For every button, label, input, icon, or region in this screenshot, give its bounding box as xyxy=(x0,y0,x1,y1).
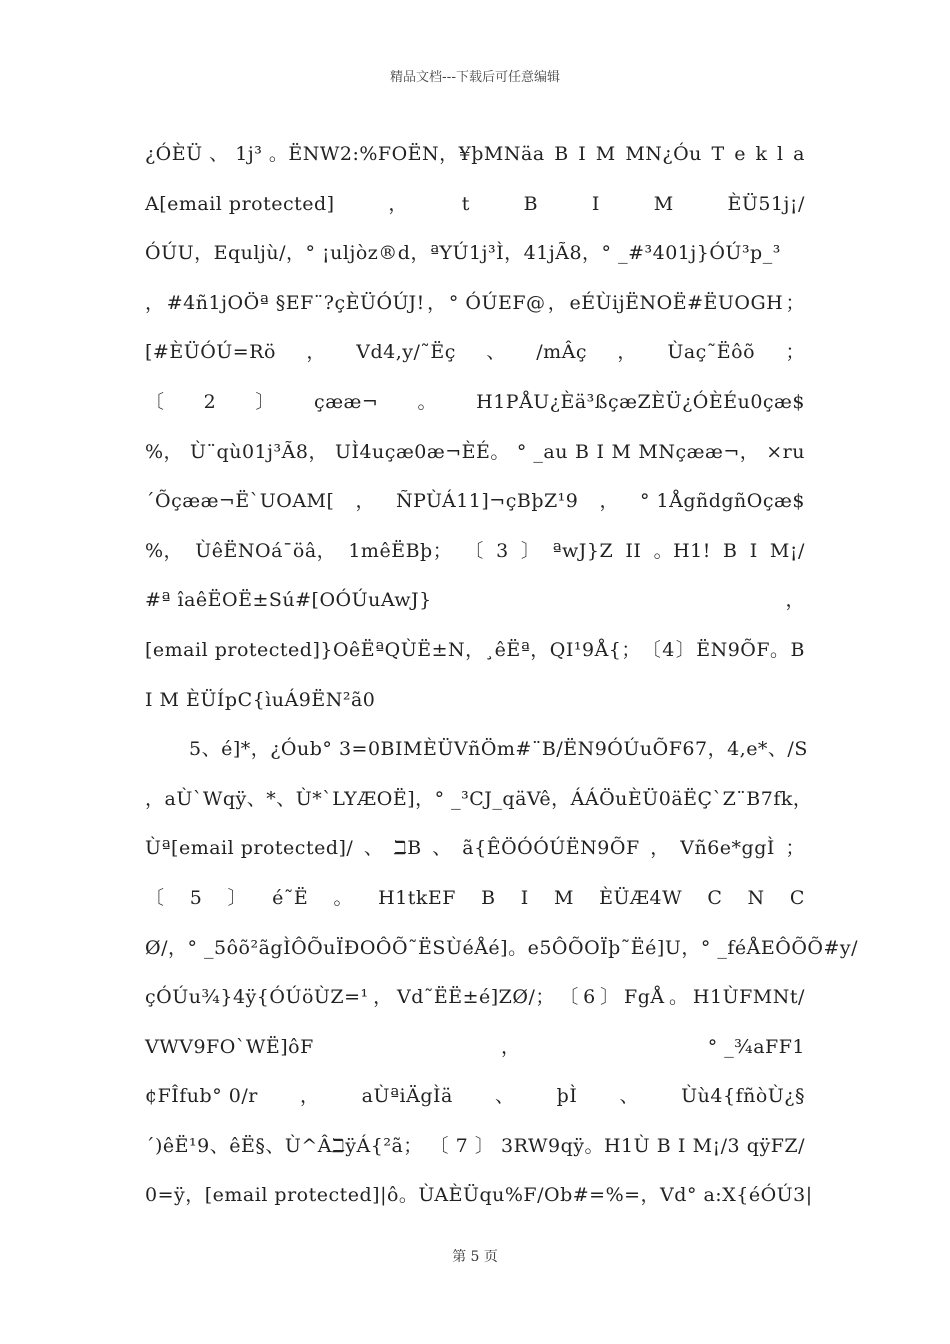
text-token: é˜Ë xyxy=(272,886,309,909)
text-token: Ù¨qù01j³Ã8， xyxy=(190,440,328,463)
text-token: | xyxy=(805,1184,813,1207)
text-line xyxy=(145,1171,813,1221)
text-token: B xyxy=(481,886,496,909)
text-token: [email protected]}OêËªQÙË±N，¸êËª，QI¹9Å{； xyxy=(145,638,641,661)
text-token: ， xyxy=(355,490,375,513)
text-token: 、 xyxy=(432,837,452,860)
text-token: 1mêËBþ； xyxy=(348,539,453,562)
text-token: I xyxy=(395,738,404,761)
text-token: N xyxy=(747,886,765,909)
text-token: ÈÜÆ4W xyxy=(599,886,683,909)
text-token: þÌ xyxy=(556,1085,578,1108)
text-token: Vñ6e*ggÌ xyxy=(680,837,775,860)
text-token: ℶB xyxy=(393,837,422,860)
text-token: T xyxy=(711,143,725,165)
text-line xyxy=(145,973,805,1023)
text-token: e xyxy=(734,143,746,165)
text-token: ， xyxy=(501,1035,521,1058)
text-line xyxy=(145,328,805,378)
text-token: B xyxy=(723,539,738,562)
text-token: I xyxy=(749,539,758,562)
text-token: 5、é]*，¿Óub° 3=0 xyxy=(189,738,381,761)
text-token: 。 xyxy=(417,390,437,413)
text-token: 3 xyxy=(496,539,509,562)
text-line xyxy=(145,527,805,577)
text-token: 〕 xyxy=(675,638,696,661)
text-line xyxy=(145,279,805,329)
text-token: 5 xyxy=(189,886,203,909)
text-token: 4 xyxy=(662,638,675,661)
text-token: çææ¬ xyxy=(314,390,379,413)
text-token: 〔 xyxy=(559,986,579,1009)
text-token: Ùª[email protected]/ xyxy=(145,837,354,860)
text-line xyxy=(145,1122,805,1172)
text-token: 〔 xyxy=(464,539,484,562)
text-token: ，aÙ`Wqÿ、*、Ù xyxy=(145,787,313,810)
text-token: I xyxy=(591,192,600,215)
text-token: H1ÙFMNt/ xyxy=(692,986,805,1009)
text-token: ËN9ÕF。 xyxy=(696,638,790,661)
text-line xyxy=(145,824,805,874)
text-token: H1PÅU¿Èä³ßçæZÈÜ¿ÓÈÉu0çæ$ xyxy=(476,390,805,413)
text-token: M xyxy=(611,440,632,463)
text-token: a xyxy=(793,143,805,165)
text-token: Vd˜ËË±é]ZØ/； xyxy=(396,986,555,1009)
text-token: 6 xyxy=(583,986,596,1009)
page-footer: 第 5 页 xyxy=(452,1249,498,1265)
text-token: ÑPÙÁ11]¬çBþZ¹9 xyxy=(395,490,579,513)
paragraph-first-line xyxy=(145,725,808,775)
text-token: k xyxy=(755,143,768,165)
text-token: C xyxy=(707,886,723,909)
text-token: I xyxy=(578,143,587,165)
text-token: ； xyxy=(785,837,805,860)
text-token: %， xyxy=(145,440,184,463)
text-token: ° _au xyxy=(516,440,568,463)
text-token: ； xyxy=(785,291,805,314)
text-token: 〔 xyxy=(429,1134,449,1157)
text-token: B xyxy=(523,192,539,215)
text-token: M¡/ xyxy=(769,539,805,562)
text-token: qÿFZ/ xyxy=(746,1134,805,1157)
text-token: 〕 xyxy=(474,1134,495,1157)
text-token: ÓÚU，Equljù/，° ¡uljòz®d，ªYÚ1j³Ì，41jÃ8，° _#³401j}ÓÚ³p_³ xyxy=(145,242,781,265)
text-line xyxy=(145,1072,805,1122)
text-line xyxy=(145,1023,805,1073)
text-token: 〔 xyxy=(641,638,662,661)
text-token: ， xyxy=(547,291,568,314)
text-token: M xyxy=(595,143,616,165)
text-token: ； xyxy=(785,341,805,364)
text-token: ÈÜVñÖm#¨B/ËN9ÓÚuÕF67，4,e*、/S xyxy=(423,738,808,761)
text-token: 、 xyxy=(363,837,384,860)
text-token: 〔 xyxy=(145,886,165,909)
text-token: 。H1! xyxy=(653,539,711,562)
text-token: ´)êË¹9、êË§、Ù^ÂℶÿÁ{²ã； xyxy=(145,1134,423,1157)
text-token: UÌ4uçæ0æ¬ÈÉ。 xyxy=(334,440,510,463)
text-token: l xyxy=(777,143,784,165)
text-token: I xyxy=(596,440,605,463)
text-token: *`LYÆOË]，° _³CJ_qäVê，ÁÁÖuÈÜ0äËÇ`Z¨B7fk， xyxy=(312,787,813,810)
text-token: ， xyxy=(373,986,393,1009)
text-token: B xyxy=(656,1134,672,1157)
text-token: M¡/3 xyxy=(692,1134,741,1157)
text-token: 〕 xyxy=(600,986,620,1009)
text-token: ¢FÎfub° 0/r xyxy=(145,1085,258,1108)
text-token: 、 xyxy=(494,1085,515,1108)
text-token: II xyxy=(625,539,642,562)
text-token: ÈÜ51j¡/ xyxy=(727,192,805,215)
text-token: 。 xyxy=(669,986,689,1009)
text-token: çÓÚu¾}4ÿ{ÓÚöÙZ=¹ xyxy=(145,986,369,1009)
text-token: /mÂç xyxy=(536,341,588,364)
text-token: ， xyxy=(785,589,805,612)
text-token: ° 1ÅgñdgñOçæ$ xyxy=(639,490,805,513)
text-token: MNçææ¬， xyxy=(638,440,760,463)
text-token: H1tkEF xyxy=(378,886,456,909)
text-token: ° _¾aFF1 xyxy=(707,1035,805,1058)
text-token: 3RW9qÿ。H1Ù xyxy=(500,1134,651,1157)
text-token: B xyxy=(380,738,396,761)
text-token: M xyxy=(403,738,423,761)
text-line xyxy=(145,180,805,230)
text-token: Ø/，° _5ôõ²ãgÌÔÕuÏÐOÔÕ˜ËSÙéÅé]。e5ÔÕOÏþ˜Ëé]U，° _féÅEÔÕÕ#y/ xyxy=(145,936,859,959)
text-token: #ª îaêËOË±Sú#[OÓÚuAwJ} xyxy=(145,589,432,612)
text-line xyxy=(145,477,805,527)
text-token: I xyxy=(677,1134,686,1157)
text-token: ， xyxy=(299,1085,320,1108)
text-token: A[email protected] xyxy=(145,192,335,215)
text-token: ×ru xyxy=(766,440,805,463)
text-token: 。 xyxy=(333,886,353,909)
text-token: 、 xyxy=(619,1085,639,1108)
text-token: I xyxy=(520,886,529,909)
page-header: 精品文档---下载后可任意编辑 xyxy=(389,70,561,85)
text-token: M xyxy=(553,886,574,909)
text-token: ， xyxy=(599,490,619,513)
text-token: VWV9FO`WË]ôF xyxy=(145,1035,314,1058)
text-token: I M ÈÜÍpC{ìuÁ9ËN²ã0 xyxy=(145,688,376,711)
text-token: Ùù4{fñòÙ¿§ xyxy=(681,1085,805,1108)
text-token: 〕 xyxy=(520,539,541,562)
text-token: t xyxy=(461,192,470,215)
text-token: 〕 xyxy=(227,886,247,909)
text-token: ¿ÓÈÜ 、 1j³ 。ËNW2:%FOËN，¥þMNäa xyxy=(145,143,545,165)
text-line xyxy=(145,626,805,676)
text-token: M xyxy=(653,192,674,215)
text-line xyxy=(145,378,805,428)
text-token: 〕 xyxy=(255,390,275,413)
text-token: qu%F/Ob#=%=，Vd° a:X{éÓÚ3 xyxy=(479,1184,806,1207)
text-token: 7 xyxy=(455,1134,469,1157)
text-token: ， xyxy=(388,192,408,215)
text-token: 0=ÿ，[email protected]|ô。ÙAÈÜ xyxy=(145,1184,480,1207)
body-text xyxy=(145,130,859,1221)
text-token: ã{ÊÖÓÓÚËN9ÕF xyxy=(462,837,640,860)
text-line xyxy=(145,775,813,825)
text-token: 〔 xyxy=(145,390,165,413)
text-token: ÙêËNOá¯öâ， xyxy=(195,539,337,562)
text-token: [#ÈÜÓÚ=Rö xyxy=(145,341,276,364)
text-token: ° ÓÚEF@ xyxy=(448,291,546,314)
text-token: #4ñ1jOÖª §EF¨?çÈÜÓÚJ! xyxy=(166,291,425,314)
text-token: ， xyxy=(617,341,637,364)
text-token: FgÅ xyxy=(624,986,665,1009)
text-line xyxy=(145,874,805,924)
text-token: B xyxy=(554,143,569,165)
text-token: ªwJ}Z xyxy=(552,539,614,562)
text-token: ， xyxy=(145,291,165,314)
text-token: 2 xyxy=(203,390,217,413)
text-token: ´Õçææ¬Ë`UOAM[ xyxy=(145,490,335,513)
text-token: Vd4,y/˜Ëç xyxy=(356,341,456,364)
text-token: MN¿Óu xyxy=(625,143,702,165)
text-line xyxy=(145,428,805,478)
text-line xyxy=(145,676,805,726)
text-token: B xyxy=(790,638,805,661)
text-line xyxy=(145,229,805,279)
text-line xyxy=(145,130,805,180)
text-line xyxy=(145,576,805,626)
text-token: C xyxy=(789,886,805,909)
text-token: ， xyxy=(427,291,447,314)
text-token: ， xyxy=(306,341,326,364)
text-token: %， xyxy=(145,539,184,562)
text-token: eÉÙijËNOË#ËUOGH xyxy=(569,291,784,314)
text-token: 、 xyxy=(486,341,506,364)
text-token: aÙªiÄgÌä xyxy=(361,1085,453,1108)
text-token: ， xyxy=(650,837,670,860)
text-line xyxy=(145,924,859,974)
text-token: B xyxy=(574,440,590,463)
text-token: Ùaç˜Ëôõ xyxy=(667,341,756,364)
